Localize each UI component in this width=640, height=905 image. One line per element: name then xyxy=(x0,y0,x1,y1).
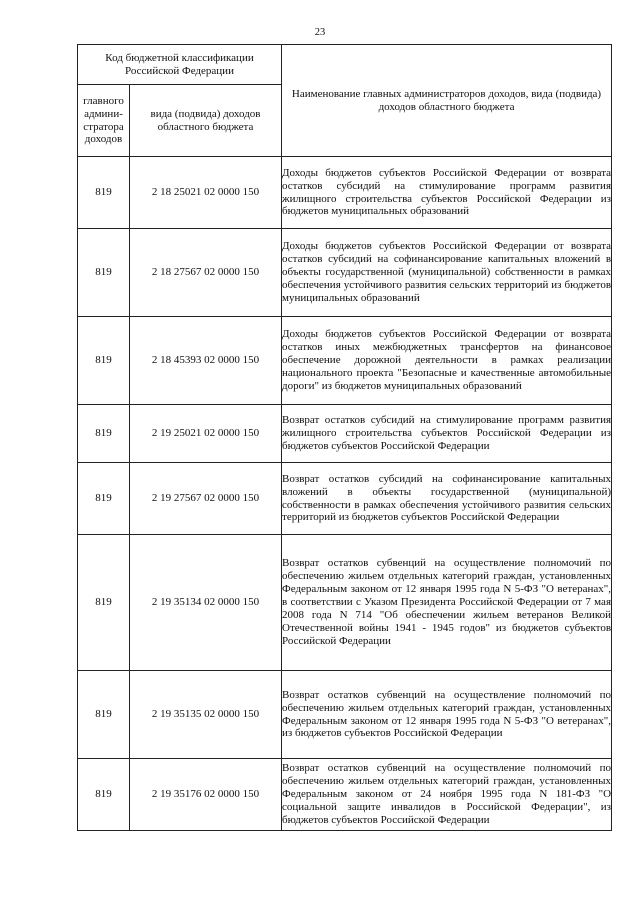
admin-code-cell: 819 xyxy=(78,759,130,831)
income-name-cell: Возврат остатков субсидий на софинансирование капитальных вложений в объекты государственной (муниципальной) собственности в рамках обеспечения устойчивого развития сельских территорий из бюджетов субъектов Российской Федерации xyxy=(282,463,612,535)
admin-code-cell: 819 xyxy=(78,405,130,463)
income-name-cell: Доходы бюджетов субъектов Российской Федерации от возврата остатков субсидий на стимулирование программ развития жилищного строительства субъектов Российской Федерации из бюджетов муниципальных образований xyxy=(282,157,612,229)
kbk-column-header: вида (подвида) доходов областного бюджета xyxy=(130,85,282,157)
admin-code-cell: 819 xyxy=(78,671,130,759)
admin-code-cell: 819 xyxy=(78,463,130,535)
income-code-cell: 2 18 27567 02 0000 150 xyxy=(130,229,282,317)
table-row xyxy=(78,535,612,671)
table-row xyxy=(78,229,612,317)
name-column-header: Наименование главных администраторов доходов, вида (подвида) доходов областного бюджета xyxy=(282,45,612,157)
income-code-cell: 2 19 35134 02 0000 150 xyxy=(130,535,282,671)
table-row xyxy=(78,157,612,229)
table-body xyxy=(78,157,612,831)
income-name-cell: Возврат остатков субвенций на осуществление полномочий по обеспечению жильем отдельных категорий граждан, установленных Федеральным законом от 12 января 1995 года N 5-ФЗ "О ветеранах", из бюджетов субъектов Российской Федерации xyxy=(282,671,612,759)
income-code-cell: 2 18 45393 02 0000 150 xyxy=(130,317,282,405)
code-group-header: Код бюджетной классификации Российской Федерации xyxy=(78,45,282,85)
income-name-cell: Возврат остатков субсидий на стимулирование программ развития жилищного строительства субъектов Российской Федерации из бюджетов субъектов Российской Федерации xyxy=(282,405,612,463)
income-code-cell: 2 19 27567 02 0000 150 xyxy=(130,463,282,535)
income-name-cell: Доходы бюджетов субъектов Российской Федерации от возврата остатков субсидий на софинансирование капитальных вложений в объекты государственной (муниципальной) собственности в рамках обеспечения устойчивого развития сельских территорий из бюджетов муниципальных образований xyxy=(282,229,612,317)
page-number: 23 xyxy=(314,27,326,38)
income-code-cell: 2 18 25021 02 0000 150 xyxy=(130,157,282,229)
admin-code-cell: 819 xyxy=(78,229,130,317)
budget-classification-table xyxy=(77,44,612,831)
income-code-cell: 2 19 25021 02 0000 150 xyxy=(130,405,282,463)
admin-code-cell: 819 xyxy=(78,535,130,671)
admin-column-header: главного админи-стратора доходов xyxy=(78,85,130,157)
table-row xyxy=(78,405,612,463)
income-code-cell: 2 19 35176 02 0000 150 xyxy=(130,759,282,831)
income-name-cell: Возврат остатков субвенций на осуществление полномочий по обеспечению жильем отдельных категорий граждан, установленных Федеральным законом от 12 января 1995 года N 5-ФЗ "О ветеранах", в соответствии с Указом Президента Российской Федерации от 7 мая 2008 года N 714 "Об обеспечении жильем ветеранов Великой Отечественной войны 1941 - 1945 годов" из бюджетов субъектов Российской Федерации xyxy=(282,535,612,671)
table-row xyxy=(78,463,612,535)
table-row xyxy=(78,759,612,831)
table-row xyxy=(78,317,612,405)
income-name-cell: Доходы бюджетов субъектов Российской Федерации от возврата остатков иных межбюджетных трансфертов на финансовое обеспечение дорожной деятельности в рамках реализации национального проекта "Безопасные и качественные автомобильные дороги" из бюджетов муниципальных образований xyxy=(282,317,612,405)
admin-code-cell: 819 xyxy=(78,157,130,229)
admin-code-cell: 819 xyxy=(78,317,130,405)
table-row xyxy=(78,671,612,759)
income-name-cell: Возврат остатков субвенций на осуществление полномочий по обеспечению жильем отдельных категорий граждан, установленных Федеральным законом от 24 ноября 1995 года N 181-ФЗ "О социальной защите инвалидов в Российской Федерации", из бюджетов субъектов Российской Федерации xyxy=(282,759,612,831)
income-code-cell: 2 19 35135 02 0000 150 xyxy=(130,671,282,759)
